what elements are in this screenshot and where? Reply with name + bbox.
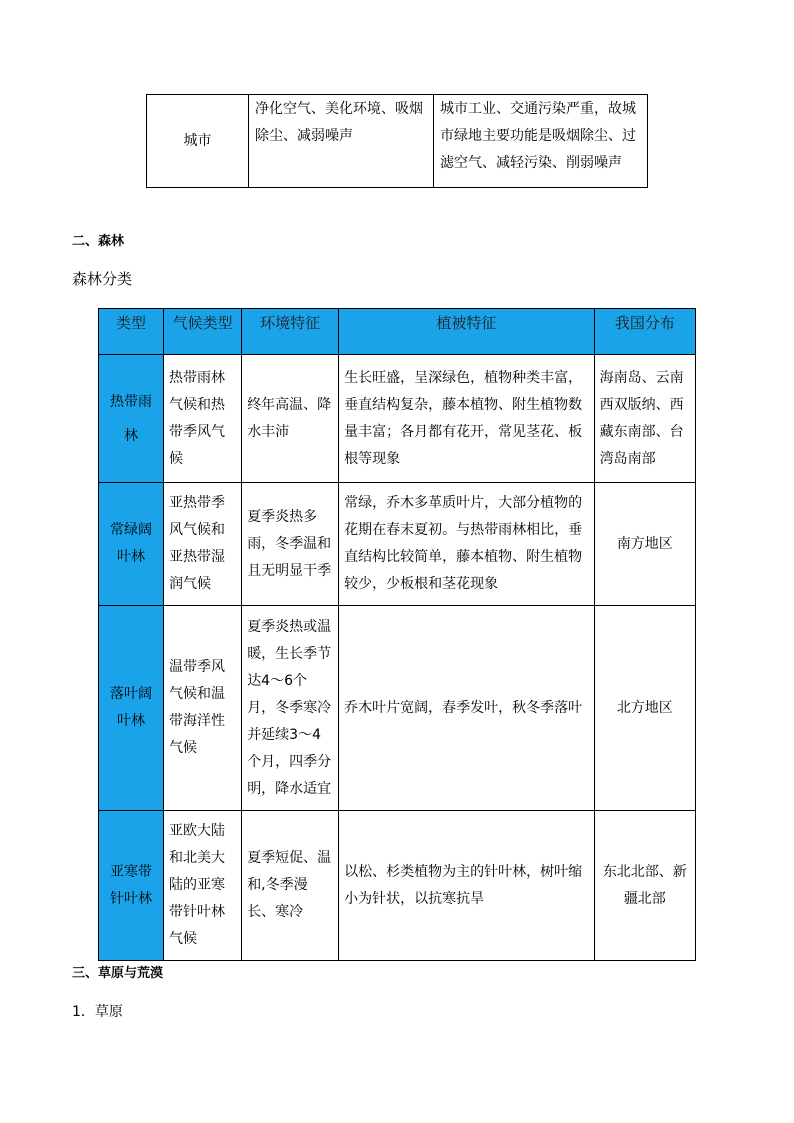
header-distribution: 我国分布 [594,309,695,355]
function-cell: 净化空气、美化环境、吸烟除尘、减弱噪声 [249,95,434,188]
climate-cell: 温带季风气候和温带海洋性气候 [163,606,241,811]
climate-cell: 热带雨林气候和热带季风气候 [163,355,241,483]
vegetation-cell: 常绿，乔木多革质叶片，大部分植物的花期在春末夏初。与热带雨林相比，垂直结构比较简单，藤本植物、附生植物较少，少板根和茎花现象 [339,483,595,606]
section-heading-grassland-desert: 三、草原与荒漠 [72,966,164,981]
distribution-cell: 东北北部、新疆北部 [594,811,695,961]
environment-cell: 夏季短促、温和,冬季漫长、寒冷 [242,811,339,961]
distribution-cell: 海南岛、云南西双版纳、西藏东南部、台湾岛南部 [594,355,695,483]
type-cell: 城市 [147,95,249,188]
header-vegetation: 植被特征 [339,309,595,355]
table-row [99,606,696,811]
forest-type-cell: 热带雨林 [99,355,164,483]
table-row [99,811,696,961]
vegetation-cell: 以松、杉类植物为主的针叶林，树叶缩小为针状，以抗寒抗旱 [339,811,595,961]
climate-cell: 亚欧大陆和北美大陆的亚寒带针叶林气候 [163,811,241,961]
distribution-cell: 北方地区 [594,606,695,811]
table-row [99,483,696,606]
table-header-row [99,309,696,355]
forest-type-cell: 常绿阔叶林 [99,483,164,606]
table-row [99,355,696,483]
header-climate: 气候类型 [163,309,241,355]
section-heading-forest: 二、森林 [72,234,125,249]
environment-cell: 夏季炎热多雨，冬季温和且无明显干季 [242,483,339,606]
climate-cell: 亚热带季风气候和亚热带湿润气候 [163,483,241,606]
forest-classification-table [98,308,696,961]
distribution-cell: 南方地区 [594,483,695,606]
urban-greenery-table [146,94,648,188]
environment-cell: 终年高温、降水丰沛 [242,355,339,483]
environment-cell: 夏季炎热或温暖，生长季节达4～6个月，冬季寒冷并延续3～4个月，四季分明，降水适宜 [242,606,339,811]
forest-type-cell: 亚寒带针叶林 [99,811,164,961]
subsection-grassland: 1．草原 [72,1004,123,1020]
forest-classification-title: 森林分类 [72,270,133,288]
header-environment: 环境特征 [242,309,339,355]
vegetation-cell: 生长旺盛，呈深绿色，植物种类丰富，垂直结构复杂，藤本植物、附生植物数量丰富；各月都有花开，常见茎花、板根等现象 [339,355,595,483]
header-type: 类型 [99,309,164,355]
vegetation-cell: 乔木叶片宽阔，春季发叶，秋冬季落叶 [339,606,595,811]
forest-type-cell: 落叶阔叶林 [99,606,164,811]
note-cell: 城市工业、交通污染严重，故城市绿地主要功能是吸烟除尘、过滤空气、减轻污染、削弱噪声 [434,95,648,188]
table-row [147,95,648,188]
